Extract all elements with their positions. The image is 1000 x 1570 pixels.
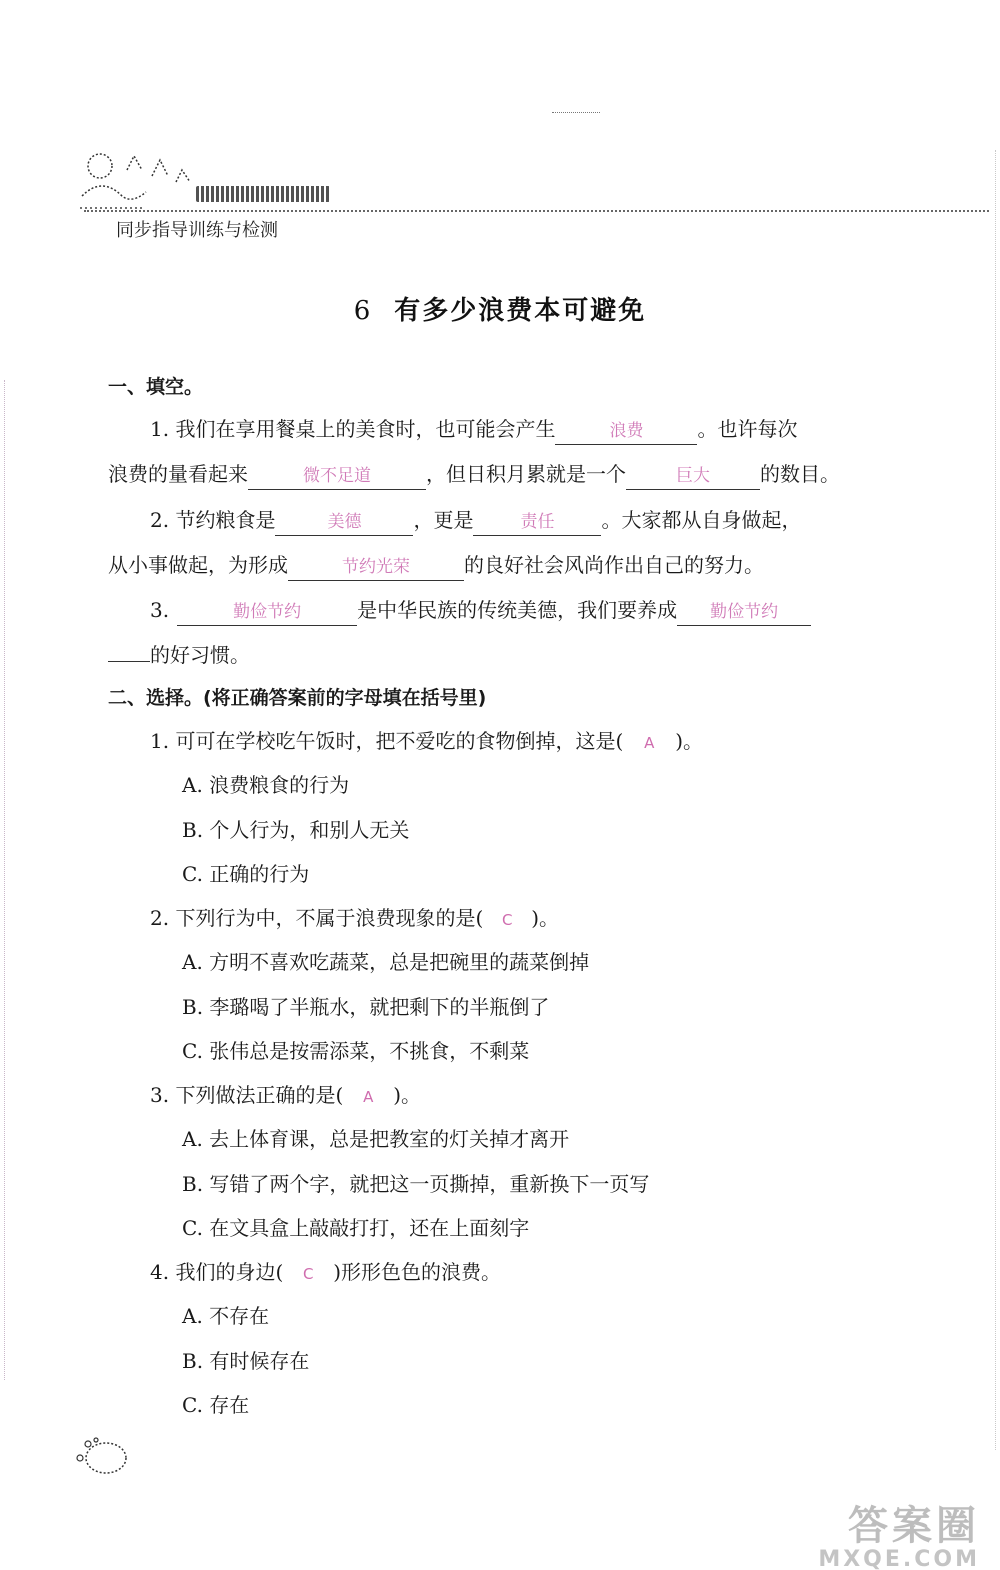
choice-q1-option-c: C. 正确的行为 (182, 862, 310, 886)
choice-q1-option-a: A. 浪费粮食的行为 (182, 773, 350, 797)
choice-q2-stem: 2. 下列行为中，不属于浪费现象的是( C )。 (150, 903, 559, 935)
section-fill-heading: 一、填空。 (108, 376, 204, 398)
choice-q4-stem: 4. 我们的身边( C )形形色色的浪费。 (150, 1257, 501, 1289)
choice-q1-option-b: B. 个人行为，和别人无关 (182, 818, 410, 842)
cartoon-logo-icon (72, 146, 202, 216)
blank-answer: 微不足道 (248, 463, 426, 490)
lesson-number: 6 (353, 296, 373, 326)
fill-q1-line1: 1. 我们在享用餐桌上的美食时，也可能会产生 浪费 。也许每次 (150, 414, 797, 445)
blank-answer: 勤俭节约 (177, 599, 357, 626)
choice-q3-option-a: A. 去上体育课，总是把教室的灯关掉才离开 (182, 1127, 570, 1151)
scan-edge-right (995, 150, 996, 1450)
choice-q2-option-c: C. 张伟总是按需添菜，不挑食，不剩菜 (182, 1039, 530, 1063)
page-number-oval-icon (74, 1436, 128, 1476)
fill-q1-line2: 浪费的量看起来 微不足道 ，但日积月累就是一个 巨大 的数目。 (108, 459, 840, 490)
choice-q2-option-a: A. 方明不喜欢吃蔬菜，总是把碗里的蔬菜倒掉 (182, 950, 590, 974)
watermark (818, 1494, 980, 1570)
top-mark (552, 112, 600, 113)
choice-q2-option-b: B. 李璐喝了半瓶水，就把剩下的半瓶倒了 (182, 995, 550, 1019)
fill-q2-line1: 2. 节约粮食是 美德 ，更是 责任 。大家都从自身做起， (150, 505, 801, 536)
blank-answer: 节约光荣 (288, 554, 464, 581)
section-choice-heading: 二、选择。(将正确答案前的字母填在括号里) (108, 687, 487, 709)
fill-q3-line1: 3. 勤俭节约 是中华民族的传统美德，我们要养成 勤俭节约 (150, 595, 811, 626)
choice-answer: C (303, 1265, 314, 1283)
choice-q3-stem: 3. 下列做法正确的是( A )。 (150, 1080, 421, 1112)
watermark-main: 答案圈 (848, 1503, 980, 1549)
choice-q3-option-c: C. 在文具盒上敲敲打打，还在上面刻字 (182, 1216, 530, 1240)
choice-answer: A (363, 1088, 374, 1106)
blank-answer: 美德 (275, 509, 413, 536)
blank-answer: 浪费 (555, 418, 697, 445)
lesson-title (0, 290, 1000, 327)
scan-edge-left (4, 380, 5, 1380)
choice-q3-option-b: B. 写错了两个字，就把这一页撕掉，重新换下一页写 (182, 1172, 650, 1196)
choice-answer: C (502, 911, 513, 929)
header-divider (84, 210, 989, 212)
fill-q2-line2: 从小事做起，为形成 节约光荣 的良好社会风尚作出自己的努力。 (108, 550, 764, 581)
fill-q3-line2: 的好习惯。 (108, 640, 250, 670)
choice-q4-option-c: C. 存在 (182, 1393, 250, 1417)
choice-answer: A (644, 734, 655, 752)
blank-answer: 责任 (473, 509, 601, 536)
lesson-title-text: 有多少浪费本可避免 (394, 296, 647, 326)
choice-q1-stem: 1. 可可在学校吃午饭时，把不爱吃的食物倒掉，这是( A )。 (150, 726, 703, 758)
blank-continuation (108, 661, 150, 662)
choice-q4-option-a: A. 不存在 (182, 1304, 270, 1328)
choice-q4-option-b: B. 有时候存在 (182, 1349, 310, 1373)
blank-answer: 勤俭节约 (677, 599, 811, 626)
watermark-site: MXQE.COM (818, 1547, 980, 1570)
header-series-banner (196, 186, 330, 202)
blank-answer: 巨大 (626, 463, 760, 490)
header-subtitle: 同步指导训练与检测 (116, 220, 278, 241)
